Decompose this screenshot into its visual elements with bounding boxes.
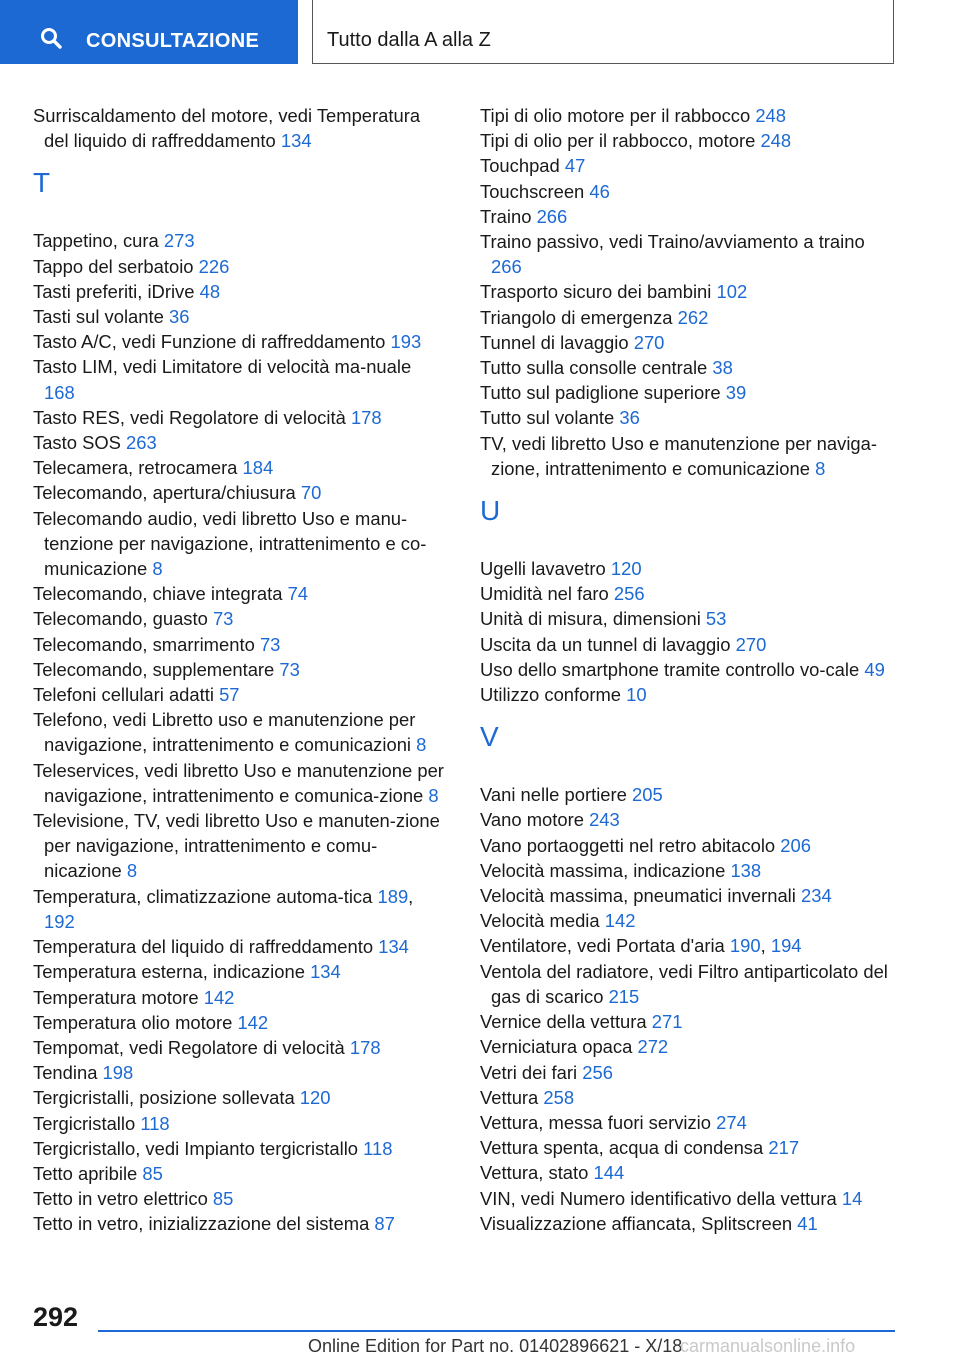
page-link[interactable]: 57: [219, 684, 240, 706]
index-entry-text: Tipi di olio per il rabbocco, motore: [480, 130, 756, 152]
index-entry-text: Temperatura del liquido di raffreddamento: [33, 936, 374, 958]
page-link[interactable]: 271: [651, 1011, 683, 1033]
search-icon: [40, 27, 62, 49]
section-label: CONSULTAZIONE: [86, 30, 260, 52]
watermark: carmanualsonline.info: [680, 1336, 856, 1356]
index-entry: [33, 354, 445, 404]
index-entry: [33, 254, 445, 279]
index-entry-text: Temperatura, climatizzazione automa-tica: [33, 885, 373, 907]
edition-note: Online Edition for Part no. 01402896621 - X/18: [308, 1336, 683, 1356]
index-entry: [33, 758, 445, 808]
index-entry: [33, 1186, 445, 1211]
index-entry-text: Traino passivo, vedi Traino/avviamento a traino: [480, 231, 865, 253]
index-entry-text: TV, vedi libretto Uso e manutenzione per naviga-zione, intrattenimento e comunicazione: [480, 432, 877, 479]
index-entry: [480, 1110, 900, 1135]
index-entry-text: Tasto RES, vedi Regolatore di velocità: [33, 406, 346, 428]
page-link[interactable]: 206: [780, 834, 811, 856]
page-link[interactable]: 256: [613, 583, 645, 605]
index-entry: [480, 556, 900, 581]
index-entry: [33, 430, 445, 455]
index-entry: [480, 1135, 900, 1160]
page-link[interactable]: 120: [299, 1087, 331, 1109]
index-entry-text: Tasto SOS: [33, 432, 121, 454]
index-entry-text: Tipi di olio motore per il rabbocco: [480, 105, 751, 126]
index-entry-text: Temperatura motore: [33, 986, 199, 1008]
index-entry: [480, 1009, 900, 1034]
index-entry-text: Telecomando, supplementare: [33, 658, 275, 680]
index-entry: [480, 179, 900, 204]
page-link[interactable]: 168: [44, 381, 75, 403]
index-entry: [480, 431, 900, 481]
index-entry-text: Temperatura olio motore: [33, 1011, 233, 1033]
index-entry: [480, 581, 900, 606]
page-link[interactable]: 217: [768, 1137, 800, 1159]
index-entry: [33, 1060, 445, 1085]
index-entry: [480, 1186, 900, 1211]
index-entry: [480, 782, 900, 807]
index-entry-text: Tappo del serbatoio: [33, 255, 194, 277]
index-entry: [33, 808, 445, 884]
page-link[interactable]: 215: [608, 985, 640, 1007]
index-entry: [480, 807, 900, 832]
index-entry-text: Tasti sul volante: [33, 306, 164, 328]
index-entry: Temperatura, climatizzazione automa-tica 189, 192: [33, 885, 414, 932]
page-number: 292: [33, 1302, 79, 1332]
index-entry-text: Tetto in vetro elettrico: [33, 1188, 208, 1210]
footer-divider: [98, 1330, 895, 1332]
index-entry-text: Surriscaldamento del motore, vedi Temperatura del liquido di raffreddamento: [33, 105, 421, 152]
index-entry-text: Temperatura esterna, indicazione: [33, 961, 305, 983]
index-entry-text: Telefono, vedi Libretto uso e manutenzione per navigazione, intrattenimento e comunicazioni: [33, 709, 416, 756]
page-link[interactable]: 248: [755, 105, 787, 126]
page-link[interactable]: 194: [770, 935, 802, 957]
index-entry-text: Telefoni cellulari adatti: [33, 684, 214, 706]
index-entry: [33, 455, 445, 480]
index-entry: [33, 1010, 445, 1035]
page-link[interactable]: 274: [716, 1111, 747, 1133]
index-entry: [33, 934, 445, 959]
index-entry: [480, 1034, 900, 1059]
index-entry: [33, 985, 445, 1010]
chapter-title: Tutto dalla A alla Z: [327, 29, 491, 51]
index-entry-text: Vettura, messa fuori servizio: [480, 1111, 711, 1133]
index-column-right: [480, 103, 900, 1236]
index-entry-text: Vernice della vettura: [480, 1011, 647, 1033]
page-link[interactable]: 85: [212, 1188, 234, 1210]
index-entry-text: Tappetino, cura: [33, 230, 159, 252]
page-link[interactable]: 48: [199, 280, 221, 302]
index-entry: [480, 128, 900, 153]
index-entry-text: Tutto sul volante: [480, 407, 615, 429]
page-link[interactable]: 193: [390, 331, 422, 353]
page-link[interactable]: 178: [349, 1036, 381, 1058]
index-entry-text: Telecomando, apertura/chiusura: [33, 482, 296, 504]
page-link[interactable]: 10: [626, 684, 647, 706]
index-letter-heading: V: [480, 721, 499, 753]
page-link[interactable]: 118: [363, 1137, 393, 1159]
index-entry: [480, 279, 900, 304]
index-entry: [33, 279, 445, 304]
page-link[interactable]: 74: [287, 583, 309, 605]
page-header: [0, 0, 960, 66]
index-entry-text: Tergicristalli, posizione sollevata: [33, 1087, 295, 1109]
index-entry: Ventilatore, vedi Portata d'aria 190, 194: [480, 935, 802, 957]
index-entry: [33, 228, 445, 253]
index-entry-text: Vano motore: [480, 809, 584, 831]
index-entry: [480, 883, 900, 908]
index-entry-text: Tunnel di lavaggio: [480, 331, 629, 353]
page-link[interactable]: 73: [212, 608, 234, 630]
page-link[interactable]: 70: [300, 482, 322, 504]
page-link[interactable]: 270: [633, 331, 665, 353]
index-entry-text: Tasti preferiti, iDrive: [33, 280, 195, 302]
index-entry: [480, 1160, 900, 1185]
index-entry-text: Vettura: [480, 1086, 539, 1108]
page-link[interactable]: 138: [730, 859, 762, 881]
index-entry: [480, 405, 900, 430]
index-entry-text: Vettura spenta, acqua di condensa: [480, 1137, 764, 1159]
page-link[interactable]: 46: [589, 180, 610, 202]
page-link[interactable]: 134: [280, 130, 312, 152]
index-entry: [480, 1060, 900, 1085]
index-entry: [33, 103, 445, 153]
index-entry: [480, 330, 900, 355]
index-entry-text: Tendina: [33, 1062, 98, 1084]
page-link[interactable]: 8: [126, 860, 138, 882]
index-entry-text: Tutto sulla consolle centrale: [480, 357, 708, 379]
index-entry: [480, 606, 900, 631]
index-entry-text: Tutto sul padiglione superiore: [480, 382, 721, 404]
index-entry-text: Utilizzo conforme: [480, 684, 622, 706]
index-entry: [33, 304, 445, 329]
page-link[interactable]: 262: [677, 306, 709, 328]
page-link[interactable]: 190: [729, 935, 761, 957]
page-link[interactable]: 102: [716, 281, 748, 303]
index-entry: [480, 858, 900, 883]
index-entry-text: Touchscreen: [480, 180, 585, 202]
page-link[interactable]: 36: [619, 407, 640, 429]
index-entry: [33, 329, 445, 354]
index-entry-text: Touchpad: [480, 155, 560, 177]
page-link[interactable]: 134: [310, 961, 341, 983]
index-column-left: [33, 103, 445, 1237]
page-link[interactable]: 189: [377, 885, 409, 907]
page-link[interactable]: 198: [102, 1062, 134, 1084]
index-entry-text: Televisione, TV, vedi libretto Uso e manuten-zione per navigazione, intrattenimento e comu-nicazione: [33, 810, 440, 882]
index-entry-text: Tetto apribile: [33, 1162, 138, 1184]
index-entry: [33, 1161, 445, 1186]
page-link[interactable]: 142: [604, 910, 636, 932]
index-entry-text: Ugelli lavavetro: [480, 558, 606, 580]
page-link[interactable]: 142: [237, 1011, 269, 1033]
index-entry-text: Uscita da un tunnel di lavaggio: [480, 633, 731, 655]
page-link[interactable]: 270: [735, 633, 767, 655]
page-link[interactable]: 272: [637, 1036, 669, 1058]
index-entry-text: Unità di misura, dimensioni: [480, 608, 701, 630]
page-link[interactable]: 263: [126, 432, 157, 454]
index-entry: [33, 1136, 445, 1161]
index-entry-text: Velocità massima, pneumatici invernali: [480, 885, 796, 907]
index-entry-text: Velocità massima, indicazione: [480, 859, 726, 881]
index-entry: [480, 153, 900, 178]
page-link[interactable]: 8: [428, 784, 439, 806]
index-entry: [33, 606, 445, 631]
page-link[interactable]: 142: [203, 986, 235, 1008]
index-entry-text: Tergicristallo, vedi Impianto tergicristallo: [33, 1137, 359, 1159]
index-entry: [480, 1085, 900, 1110]
page-link[interactable]: 256: [582, 1061, 613, 1083]
index-entry: [33, 1035, 445, 1060]
page-link[interactable]: 87: [374, 1213, 395, 1235]
index-entry-text: Velocità media: [480, 910, 600, 932]
page-link[interactable]: 14: [841, 1187, 863, 1209]
index-entry-text: Telecomando, guasto: [33, 608, 208, 630]
page-link[interactable]: 234: [800, 885, 832, 907]
page-link[interactable]: 73: [279, 658, 300, 680]
index-entry: [33, 959, 445, 984]
index-letter-heading: U: [480, 495, 501, 527]
page-link[interactable]: 134: [378, 936, 409, 958]
index-entry-text: Tasto A/C, vedi Funzione di raffreddamento: [33, 331, 386, 353]
page-link[interactable]: 192: [44, 910, 75, 932]
index-entry: [33, 657, 445, 682]
page-link[interactable]: 266: [536, 205, 568, 227]
index-entry: [33, 1111, 445, 1136]
index-entry: [33, 632, 445, 657]
chapter-tab[interactable]: [312, 0, 894, 64]
index-entry-text: Tergicristallo: [33, 1112, 136, 1134]
index-letter-heading: T: [33, 167, 51, 199]
index-entry-text: Verniciatura opaca: [480, 1036, 633, 1058]
page-link[interactable]: 49: [864, 658, 885, 680]
index-entry: [33, 707, 445, 757]
index-entry: [480, 1211, 900, 1236]
page-link[interactable]: 38: [712, 357, 733, 379]
page-link[interactable]: 36: [168, 306, 190, 328]
page-link[interactable]: 47: [564, 155, 586, 177]
index-entry-text: Tetto in vetro, inizializzazione del sistema: [33, 1213, 370, 1235]
index-entry-text: Telecomando, smarrimento: [33, 633, 255, 655]
page-link[interactable]: 266: [491, 256, 522, 278]
index-entry-text: Visualizzazione affiancata, Splitscreen: [480, 1212, 793, 1234]
page-link[interactable]: 248: [760, 130, 792, 152]
index-entry: [33, 1211, 445, 1236]
index-entry: [480, 103, 900, 128]
index-entry-text: Vano portaoggetti nel retro abitacolo: [480, 834, 776, 856]
page-link[interactable]: 8: [815, 457, 826, 479]
page-link[interactable]: 184: [242, 457, 274, 479]
page-link[interactable]: 41: [797, 1212, 818, 1234]
page-link[interactable]: 8: [152, 558, 163, 580]
index-entry-text: Trasporto sicuro dei bambini: [480, 281, 712, 303]
page-link[interactable]: 205: [632, 784, 663, 806]
index-entry: [480, 833, 900, 858]
page-link[interactable]: 8: [416, 734, 427, 756]
index-entry-text: Telecomando audio, vedi libretto Uso e manu-tenzione per navigazione, intrattenimento e co-municazione: [33, 507, 427, 580]
index-entry: [480, 959, 900, 1009]
index-entry-text: Umidità nel faro: [480, 583, 609, 605]
page-link[interactable]: 73: [259, 633, 281, 655]
index-entry: [33, 1085, 445, 1110]
index-entry: [33, 506, 445, 582]
index-entry-text: Telecamera, retrocamera: [33, 457, 238, 479]
page-link[interactable]: 178: [350, 406, 382, 428]
index-entry: [480, 204, 900, 229]
index-entry: [480, 380, 900, 405]
index-entry-text: Triangolo di emergenza: [480, 306, 673, 328]
index-entry-text: Tempomat, vedi Regolatore di velocità: [33, 1036, 345, 1058]
index-entry-text: Tasto LIM, vedi Limitatore di velocità ma-nuale: [33, 356, 412, 378]
page-link[interactable]: 120: [610, 558, 642, 580]
index-entry-text: Telecomando, chiave integrata: [33, 583, 283, 605]
page-link[interactable]: 53: [705, 608, 727, 630]
index-entry: [480, 908, 900, 933]
index-entry-text: Teleservices, vedi libretto Uso e manutenzione per navigazione, intrattenimento e comunica-zione: [33, 759, 444, 806]
consultazione-tab[interactable]: [0, 0, 298, 64]
index-entry: [33, 581, 445, 606]
index-entry: [33, 405, 445, 430]
index-entry-text: Ventilatore, vedi Portata d'aria: [480, 935, 725, 957]
index-entry-text: Vetri dei fari: [480, 1061, 578, 1083]
index-entry: [480, 305, 900, 330]
index-entry-text: VIN, vedi Numero identificativo della vettura: [480, 1187, 837, 1209]
page-link[interactable]: 226: [198, 255, 230, 277]
index-entry-text: Vettura, stato: [480, 1162, 589, 1184]
index-entry: [480, 682, 900, 707]
page-link[interactable]: 258: [543, 1086, 575, 1108]
index-entry: [480, 229, 900, 279]
page-link[interactable]: 273: [163, 230, 195, 252]
page-link[interactable]: 39: [725, 382, 747, 404]
index-entry: [480, 355, 900, 380]
page-link[interactable]: 144: [593, 1162, 625, 1184]
index-entry-text: Vani nelle portiere: [480, 784, 627, 806]
index-entry: [480, 657, 900, 682]
index-entry: [480, 632, 900, 657]
index-entry: [33, 682, 445, 707]
index-entry-text: Uso dello smartphone tramite controllo vo-cale: [480, 658, 860, 680]
page-link[interactable]: 118: [140, 1112, 170, 1134]
index-entry-text: Ventola del radiatore, vedi Filtro antiparticolato del gas di scarico: [480, 960, 888, 1007]
index-entry: [33, 480, 445, 505]
page-link[interactable]: 243: [589, 809, 620, 831]
page-link[interactable]: 85: [142, 1162, 163, 1184]
index-entry-text: Traino: [480, 205, 532, 227]
